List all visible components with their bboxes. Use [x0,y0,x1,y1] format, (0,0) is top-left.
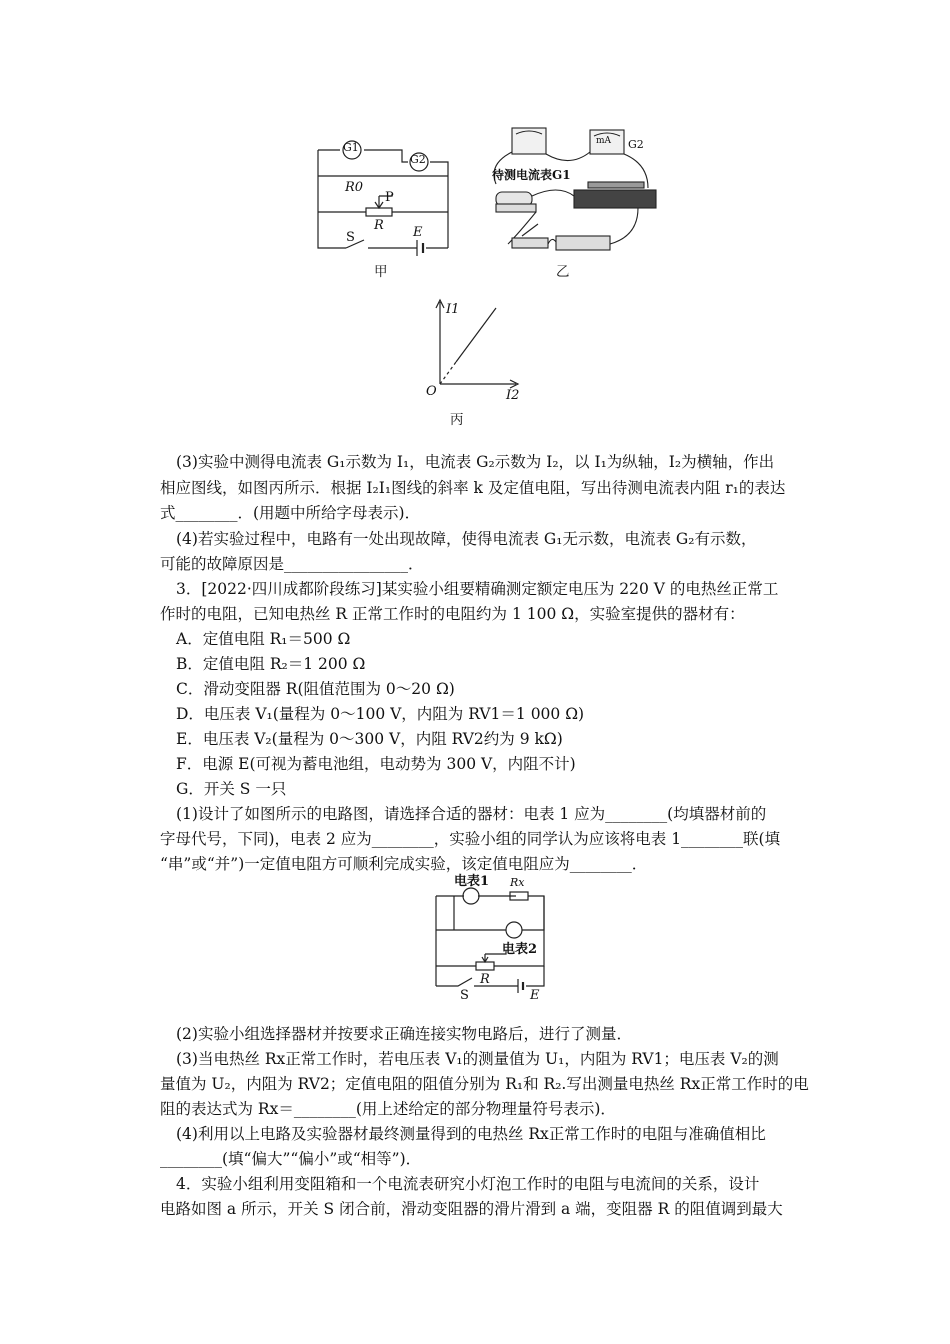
label-s: S [460,988,469,1003]
subq-1-line3: “串”或“并”)一定值电阻方可顺利完成实验，该定值电阻应为________． [160,855,648,873]
label-g2: G2 [628,138,644,151]
option-e: E．电压表 V₂(量程为 0～300 V，内阻 RV2约为 9 kΩ) [176,730,563,748]
label-s: S [346,230,355,245]
subq-1-line2: 字母代号，下同)，电表 2 应为________，实验小组的同学认为应该将电表 1________联(填 [160,830,781,848]
question-3-line1: 3．[2022·四川成都阶段练习]某实验小组要精确测定额定电压为 220 V 的电热丝正常工 [176,580,779,598]
graph-bing [420,296,530,428]
option-g: G．开关 S 一只 [176,780,287,798]
caption-yi: 乙 [556,264,570,280]
label-p: P [385,190,394,205]
label-meter2: 电表2 [502,942,538,957]
subq-1-line1: (1)设计了如图所示的电路图，请选择合适的器材：电表 1 应为________(均填器材前的 [176,805,767,823]
option-d: D．电压表 V₁(量程为 0～100 V，内阻为 RV1＝1 000 Ω) [176,705,585,723]
label-g2: G2 [410,153,426,166]
subq-3-line2: 量值为 U₂，内阻为 RV2；定值电阻的阻值分别为 R₁和 R₂.写出测量电热丝 Rx正常工作时的电 [160,1075,809,1093]
label-meter1: 电表1 [454,874,490,889]
question-3-line2: 作时的电阻，已知电热丝 R 正常工作时的电阻约为 1 100 Ω，实验室提供的器材有： [160,605,745,623]
origin-label: O [426,384,437,399]
label-r: R [374,218,384,233]
label-dut: 待测电流表G1 [492,168,571,182]
subq-4-line1: (4)利用以上电路及实验器材最终测量得到的电热丝 Rx正常工作时的电阻与准确值相比 [176,1125,766,1143]
label-g1: G1 [343,141,359,154]
axis-label-i1: I1 [446,302,460,317]
caption-jia: 甲 [374,264,388,280]
question-4-line2: 电路如图 a 所示，开关 S 闭合前，滑动变阻器的滑片滑到 a 端，变阻器 R 的阻值调到最大 [160,1200,783,1218]
paragraph-3-line3: 式________．(用题中所给字母表示)． [160,504,421,522]
circuit-diagram-jia [312,134,452,294]
subq-2-line1: (2)实验小组选择器材并按要求正确连接实物电路后，进行了测量． [176,1025,632,1043]
paragraph-3-line1: (3)实验中测得电流表 G₁示数为 I₁，电流表 G₂示数为 I₂，以 I₁为纵轴，I₂为横轴，作出 [176,453,775,471]
paragraph-4-line2: 可能的故障原因是________________． [160,555,424,573]
label-e: E [530,988,540,1003]
label-rx: Rx [510,876,525,889]
circuit-diagram-q3 [426,874,560,1006]
label-e: E [413,225,423,240]
subq-4-line2: ________(填“偏大”“偏小”或“相等”)． [160,1150,422,1168]
subq-3-line3: 阻的表达式为 Rx＝________(用上述给定的部分物理量符号表示)． [160,1100,616,1118]
axis-label-i2: I2 [506,388,520,403]
option-b: B．定值电阻 R₂＝1 200 Ω [176,655,366,673]
question-4-line1: 4．实验小组利用变阻箱和一个电流表研究小灯泡工作时的电阻与电流间的关系，设计 [176,1175,760,1193]
paragraph-4-line1: (4)若实验过程中，电路有一处出现故障，使得电流表 G₁无示数，电流表 G₂有示数， [176,530,757,548]
option-a: A．定值电阻 R₁＝500 Ω [176,630,351,648]
option-f: F．电源 E(可视为蓄电池组，电动势为 300 V，内阻不计) [176,755,576,773]
label-r0: R0 [345,180,364,195]
paragraph-3-line2: 相应图线，如图丙所示．根据 I₂I₁图线的斜率 k 及定值电阻，写出待测电流表内阻 r₁的表达 [160,479,786,497]
option-c: C．滑动变阻器 R(阻值范围为 0～20 Ω) [176,680,455,698]
label-r: R [480,972,490,987]
apparatus-photo-yi [488,124,668,284]
label-meter-ma: mA [596,136,612,146]
subq-3-line1: (3)当电热丝 Rx正常工作时，若电压表 V₁的测量值为 U₁，内阻为 RV1；电压表 V₂的测 [176,1050,779,1068]
caption-bing: 丙 [450,412,464,428]
